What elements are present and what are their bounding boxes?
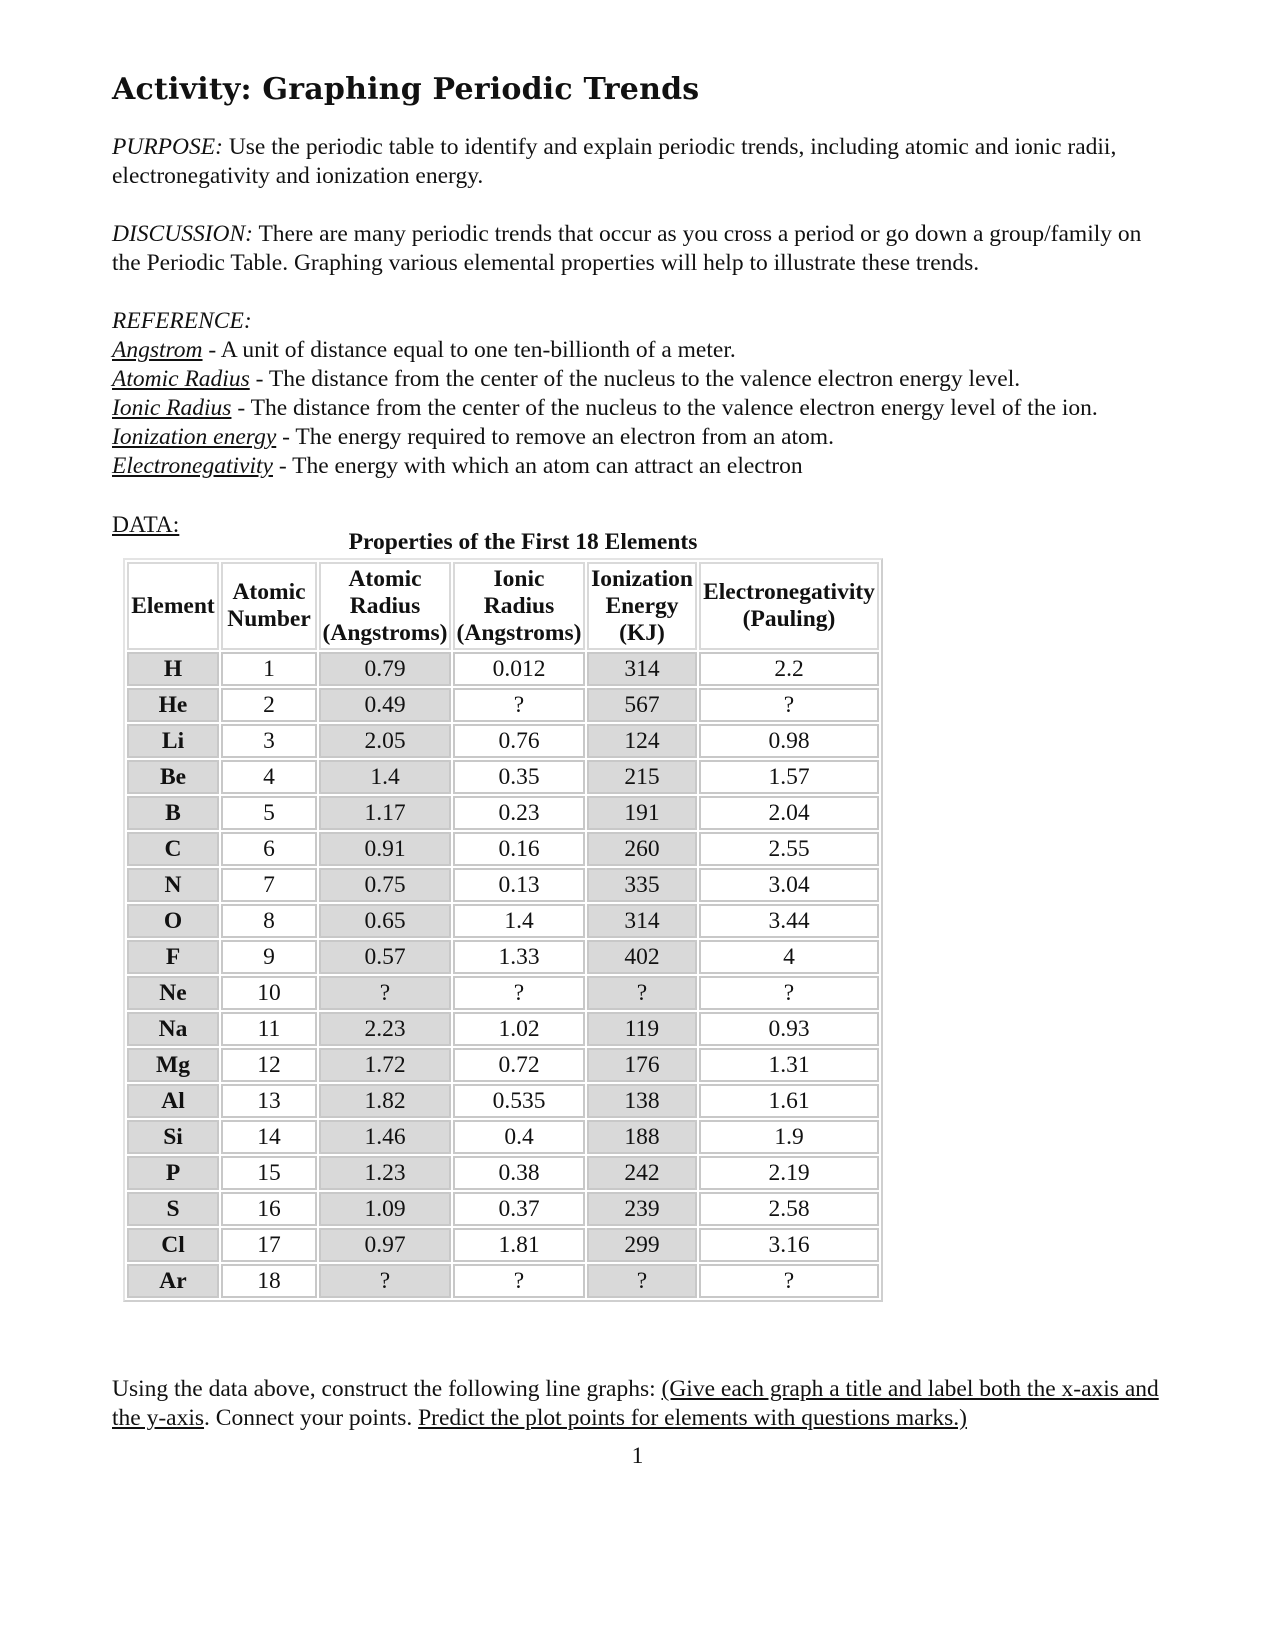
cell-atomic-radius: 2.23: [319, 1012, 451, 1046]
purpose-label: PURPOSE:: [112, 134, 223, 160]
header-line: Element: [131, 592, 215, 619]
cell-ionization-energy: 138: [587, 1084, 697, 1118]
cell-ionization-energy: 119: [587, 1012, 697, 1046]
header-ionization-energy: [587, 562, 697, 650]
table-row: [127, 1012, 879, 1046]
cell-ionic-radius: 0.72: [453, 1048, 585, 1082]
cell-electronegativity: 3.16: [699, 1228, 879, 1262]
cell-ionic-radius: ?: [453, 1264, 585, 1298]
cell-atomic-radius: 2.05: [319, 724, 451, 758]
cell-ionic-radius: 0.76: [453, 724, 585, 758]
table-row: [127, 1192, 879, 1226]
header-line: Atomic: [348, 565, 422, 592]
reference-section: [112, 307, 1172, 481]
cell-atomic-number: 5: [221, 796, 317, 830]
cell-ionic-radius: 0.35: [453, 760, 585, 794]
cell-atomic-number: 2: [221, 688, 317, 722]
cell-ionic-radius: 0.535: [453, 1084, 585, 1118]
discussion-paragraph: [112, 220, 1172, 278]
cell-atomic-radius: ?: [319, 976, 451, 1010]
cell-atomic-number: 3: [221, 724, 317, 758]
table-row: [127, 940, 879, 974]
table-row: [127, 1084, 879, 1118]
cell-ionic-radius: ?: [453, 688, 585, 722]
table-row: [127, 832, 879, 866]
cell-element: H: [127, 652, 219, 686]
cell-atomic-number: 11: [221, 1012, 317, 1046]
cell-element: Li: [127, 724, 219, 758]
cell-atomic-radius: 1.09: [319, 1192, 451, 1226]
table-row: [127, 796, 879, 830]
cell-element: Cl: [127, 1228, 219, 1262]
table-body: [127, 652, 879, 1298]
cell-ionization-energy: 191: [587, 796, 697, 830]
cell-ionization-energy: 242: [587, 1156, 697, 1190]
cell-ionic-radius: 0.38: [453, 1156, 585, 1190]
cell-electronegativity: 2.55: [699, 832, 879, 866]
cell-electronegativity: 1.9: [699, 1120, 879, 1154]
table-row: [127, 1120, 879, 1154]
instructions-lead: Using the data above, construct the following line graphs:: [112, 1376, 662, 1402]
cell-element: F: [127, 940, 219, 974]
cell-atomic-radius: 0.49: [319, 688, 451, 722]
cell-electronegativity: ?: [699, 976, 879, 1010]
reference-item: [112, 336, 1172, 365]
cell-electronegativity: 2.04: [699, 796, 879, 830]
header-atomic-radius: [319, 562, 451, 650]
cell-element: Be: [127, 760, 219, 794]
cell-ionic-radius: 1.33: [453, 940, 585, 974]
cell-atomic-number: 13: [221, 1084, 317, 1118]
cell-atomic-radius: 0.97: [319, 1228, 451, 1262]
cell-atomic-radius: 0.57: [319, 940, 451, 974]
header-line: Energy: [605, 592, 679, 619]
cell-ionization-energy: 260: [587, 832, 697, 866]
cell-ionization-energy: 314: [587, 652, 697, 686]
cell-atomic-radius: 1.46: [319, 1120, 451, 1154]
cell-ionic-radius: 0.012: [453, 652, 585, 686]
cell-ionization-energy: 335: [587, 868, 697, 902]
cell-element: Ar: [127, 1264, 219, 1298]
cell-ionization-energy: 124: [587, 724, 697, 758]
table-row: [127, 1228, 879, 1262]
instructions-underlined-1: (Give each graph a title and label both the x-axis and the y-axis: [112, 1376, 1159, 1431]
cell-electronegativity: 2.58: [699, 1192, 879, 1226]
cell-electronegativity: ?: [699, 688, 879, 722]
instructions-paragraph: [112, 1375, 1172, 1433]
reference-item: [112, 365, 1172, 394]
table-row: [127, 1264, 879, 1298]
reference-label: REFERENCE:: [112, 308, 252, 334]
cell-element: S: [127, 1192, 219, 1226]
cell-ionization-energy: 567: [587, 688, 697, 722]
cell-electronegativity: 3.44: [699, 904, 879, 938]
document-page: [112, 72, 1172, 540]
cell-ionic-radius: 0.4: [453, 1120, 585, 1154]
reference-term: Ionization energy: [112, 424, 277, 450]
cell-atomic-number: 6: [221, 832, 317, 866]
cell-atomic-number: 8: [221, 904, 317, 938]
cell-ionization-energy: 402: [587, 940, 697, 974]
reference-item: [112, 423, 1172, 452]
header-line: (Angstroms): [322, 619, 448, 646]
cell-atomic-radius: 0.79: [319, 652, 451, 686]
header-line: Number: [227, 606, 311, 632]
cell-element: Ne: [127, 976, 219, 1010]
cell-element: Na: [127, 1012, 219, 1046]
cell-atomic-number: 12: [221, 1048, 317, 1082]
reference-term: Electronegativity: [112, 453, 273, 479]
reference-term: Atomic Radius: [112, 366, 250, 392]
header-line: (Angstroms): [456, 619, 582, 646]
cell-atomic-number: 1: [221, 652, 317, 686]
table-caption: Properties of the First 18 Elements: [348, 529, 698, 555]
cell-electronegativity: 2.19: [699, 1156, 879, 1190]
cell-atomic-number: 15: [221, 1156, 317, 1190]
discussion-text: There are many periodic trends that occur as you cross a period or go down a group/family on the Periodic Table. Graphing various elemental properties will help to illustrate these trends.: [112, 221, 1142, 276]
reference-definition: - The distance from the center of the nucleus to the valence electron energy level of the ion.: [231, 395, 1098, 421]
cell-electronegativity: 2.2: [699, 652, 879, 686]
cell-electronegativity: 1.31: [699, 1048, 879, 1082]
cell-atomic-number: 4: [221, 760, 317, 794]
header-line: Radius: [349, 592, 421, 619]
cell-electronegativity: 4: [699, 940, 879, 974]
cell-ionization-energy: 314: [587, 904, 697, 938]
page-title: Activity: Graphing Periodic Trends: [112, 72, 700, 107]
instructions: [112, 1375, 1172, 1433]
cell-atomic-radius: 1.82: [319, 1084, 451, 1118]
reference-item: [112, 452, 1172, 481]
cell-ionic-radius: 0.37: [453, 1192, 585, 1226]
cell-ionic-radius: 0.23: [453, 796, 585, 830]
cell-atomic-number: 16: [221, 1192, 317, 1226]
cell-electronegativity: 1.57: [699, 760, 879, 794]
reference-definition: - A unit of distance equal to one ten-billionth of a meter.: [202, 337, 736, 363]
cell-atomic-radius: ?: [319, 1264, 451, 1298]
table-row: [127, 976, 879, 1010]
cell-element: N: [127, 868, 219, 902]
cell-atomic-number: 17: [221, 1228, 317, 1262]
cell-ionization-energy: 239: [587, 1192, 697, 1226]
cell-ionic-radius: ?: [453, 976, 585, 1010]
purpose-paragraph: [112, 133, 1172, 191]
header-line: Electronegativity: [703, 579, 875, 605]
cell-atomic-radius: 0.75: [319, 868, 451, 902]
cell-ionization-energy: ?: [587, 1264, 697, 1298]
header-line: Ionization: [591, 565, 693, 592]
table-row: [127, 760, 879, 794]
cell-atomic-radius: 1.72: [319, 1048, 451, 1082]
reference-term: Ionic Radius: [112, 395, 232, 421]
header-line: Atomic: [232, 579, 306, 605]
page-number: 1: [631, 1443, 644, 1469]
cell-atomic-number: 14: [221, 1120, 317, 1154]
cell-atomic-radius: 1.23: [319, 1156, 451, 1190]
cell-electronegativity: 3.04: [699, 868, 879, 902]
reference-definition: - The energy with which an atom can attract an electron: [272, 453, 803, 479]
table-row: [127, 868, 879, 902]
cell-atomic-number: 18: [221, 1264, 317, 1298]
cell-ionization-energy: 299: [587, 1228, 697, 1262]
cell-ionic-radius: 1.4: [453, 904, 585, 938]
cell-ionic-radius: 1.02: [453, 1012, 585, 1046]
cell-element: He: [127, 688, 219, 722]
header-atomic-number: [221, 562, 317, 650]
instructions-underlined-2: Predict the plot points for elements with questions marks.): [418, 1405, 968, 1431]
reference-term: Angstrom: [112, 337, 203, 363]
cell-ionization-energy: 188: [587, 1120, 697, 1154]
reference-definition: - The distance from the center of the nucleus to the valence electron energy level.: [249, 366, 1021, 392]
cell-element: P: [127, 1156, 219, 1190]
reference-item: [112, 394, 1172, 423]
header-line: Ionic: [493, 565, 545, 592]
cell-atomic-number: 9: [221, 940, 317, 974]
header-line: (Pauling): [742, 606, 836, 632]
table-row: [127, 724, 879, 758]
cell-atomic-radius: 0.91: [319, 832, 451, 866]
cell-element: C: [127, 832, 219, 866]
table-row: [127, 1048, 879, 1082]
cell-ionization-energy: 215: [587, 760, 697, 794]
cell-element: O: [127, 904, 219, 938]
cell-electronegativity: 0.93: [699, 1012, 879, 1046]
cell-atomic-radius: 1.4: [319, 760, 451, 794]
instructions-mid: . Connect your points.: [204, 1405, 419, 1431]
cell-ionization-energy: 176: [587, 1048, 697, 1082]
header-line: (KJ): [619, 619, 665, 646]
header-line: Radius: [483, 592, 555, 619]
cell-ionic-radius: 1.81: [453, 1228, 585, 1262]
cell-ionization-energy: ?: [587, 976, 697, 1010]
purpose-text: Use the periodic table to identify and explain periodic trends, including atomic and ionic radii, electronegativity and ionization energy.: [112, 134, 1117, 189]
cell-element: Al: [127, 1084, 219, 1118]
properties-table: [123, 558, 883, 1302]
reference-definition: - The energy required to remove an electron from an atom.: [276, 424, 834, 450]
cell-ionic-radius: 0.16: [453, 832, 585, 866]
cell-ionic-radius: 0.13: [453, 868, 585, 902]
properties-table-container: [123, 528, 923, 1302]
table-row: [127, 904, 879, 938]
cell-element: Mg: [127, 1048, 219, 1082]
header-element: [127, 562, 219, 650]
header-electronegativity: [699, 562, 879, 650]
cell-element: B: [127, 796, 219, 830]
cell-electronegativity: 1.61: [699, 1084, 879, 1118]
cell-atomic-number: 10: [221, 976, 317, 1010]
cell-electronegativity: 0.98: [699, 724, 879, 758]
cell-atomic-radius: 1.17: [319, 796, 451, 830]
table-row: [127, 652, 879, 686]
table-row: [127, 688, 879, 722]
cell-atomic-radius: 0.65: [319, 904, 451, 938]
table-header-row: [127, 562, 879, 650]
cell-element: Si: [127, 1120, 219, 1154]
cell-atomic-number: 7: [221, 868, 317, 902]
data-label: DATA:: [112, 512, 180, 538]
header-ionic-radius: [453, 562, 585, 650]
discussion-label: DISCUSSION:: [112, 221, 253, 247]
cell-electronegativity: ?: [699, 1264, 879, 1298]
table-row: [127, 1156, 879, 1190]
